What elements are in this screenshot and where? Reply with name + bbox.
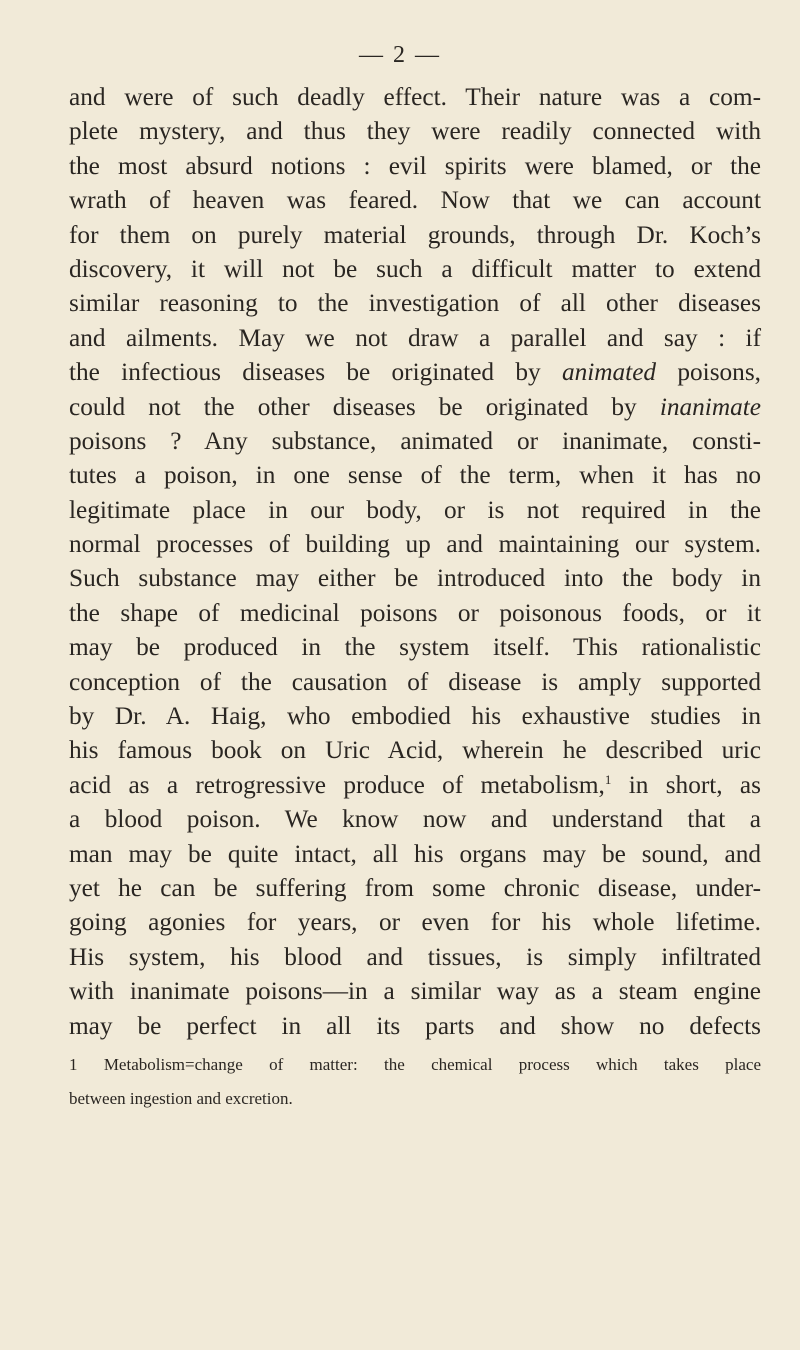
- text-line: his famous book on Uric Acid, wherein he described uric: [69, 736, 761, 765]
- text-line: legitimate place in our body, or is not required in the: [69, 495, 761, 524]
- italic-term: inanimate: [659, 392, 761, 421]
- text-line: the shape of medicinal poisons or poisonous foods, or it: [69, 598, 761, 627]
- page-number: — 2 —: [359, 42, 441, 68]
- italic-term: animated: [561, 358, 657, 387]
- text-line: plete mystery, and thus they were readily connected with: [69, 117, 761, 146]
- text-line: tutes a poison, in one sense of the term, when it has no: [69, 461, 761, 490]
- text-line: poisons ? Any substance, animated or inanimate, consti-: [69, 426, 761, 455]
- text-segment: acid as a retrogressive produce of metabolism,: [69, 770, 605, 799]
- text-line: may be perfect in all its parts and show no defects: [69, 1011, 761, 1040]
- text-line: by Dr. A. Haig, who embodied his exhaustive studies in: [69, 702, 761, 731]
- body-text: [69, 80, 761, 1043]
- footnote: [69, 1053, 761, 1122]
- text-line: [69, 390, 761, 424]
- text-line: and ailments. May we not draw a parallel and say : if: [69, 323, 761, 352]
- text-line: going agonies for years, or even for his whole lifetime.: [69, 908, 761, 937]
- text-line: a blood poison. We know now and understand that a: [69, 805, 761, 834]
- text-line: and were of such deadly effect. Their nature was a com-: [69, 83, 761, 111]
- text-segment: in short, as: [611, 770, 762, 799]
- text-line: similar reasoning to the investigation of all other diseases: [69, 289, 761, 318]
- text-segment: could not the other diseases be originated by: [69, 392, 660, 421]
- text-line: [69, 768, 761, 802]
- footnote-line: between ingestion and excretion.: [69, 1089, 293, 1109]
- text-line: the most absurd notions : evil spirits were blamed, or the: [69, 151, 761, 180]
- text-segment: the infectious diseases be originated by: [69, 358, 562, 387]
- footnote-reference: 1: [604, 771, 612, 787]
- text-line: may be produced in the system itself. This rationalistic: [69, 633, 761, 662]
- text-line: [69, 355, 761, 389]
- text-line: normal processes of building up and maintaining our system.: [69, 530, 761, 559]
- text-line: wrath of heaven was feared. Now that we can account: [69, 186, 761, 215]
- text-line: yet he can be suffering from some chronic disease, under-: [69, 873, 761, 902]
- text-line: man may be quite intact, all his organs may be sound, and: [69, 839, 761, 868]
- footnote-line: 1 Metabolism=change of matter: the chemical process which takes place: [69, 1055, 761, 1074]
- text-line: with inanimate poisons—in a similar way as a steam engine: [69, 977, 761, 1006]
- text-line: conception of the causation of disease is amply supported: [69, 667, 761, 696]
- text-line: Such substance may either be introduced into the body in: [69, 564, 761, 593]
- text-segment: poisons,: [656, 358, 762, 387]
- text-line: discovery, it will not be such a difficult matter to extend: [69, 254, 761, 283]
- text-line: for them on purely material grounds, through Dr. Koch’s: [69, 220, 761, 249]
- text-line: His system, his blood and tissues, is simply infiltrated: [69, 942, 761, 971]
